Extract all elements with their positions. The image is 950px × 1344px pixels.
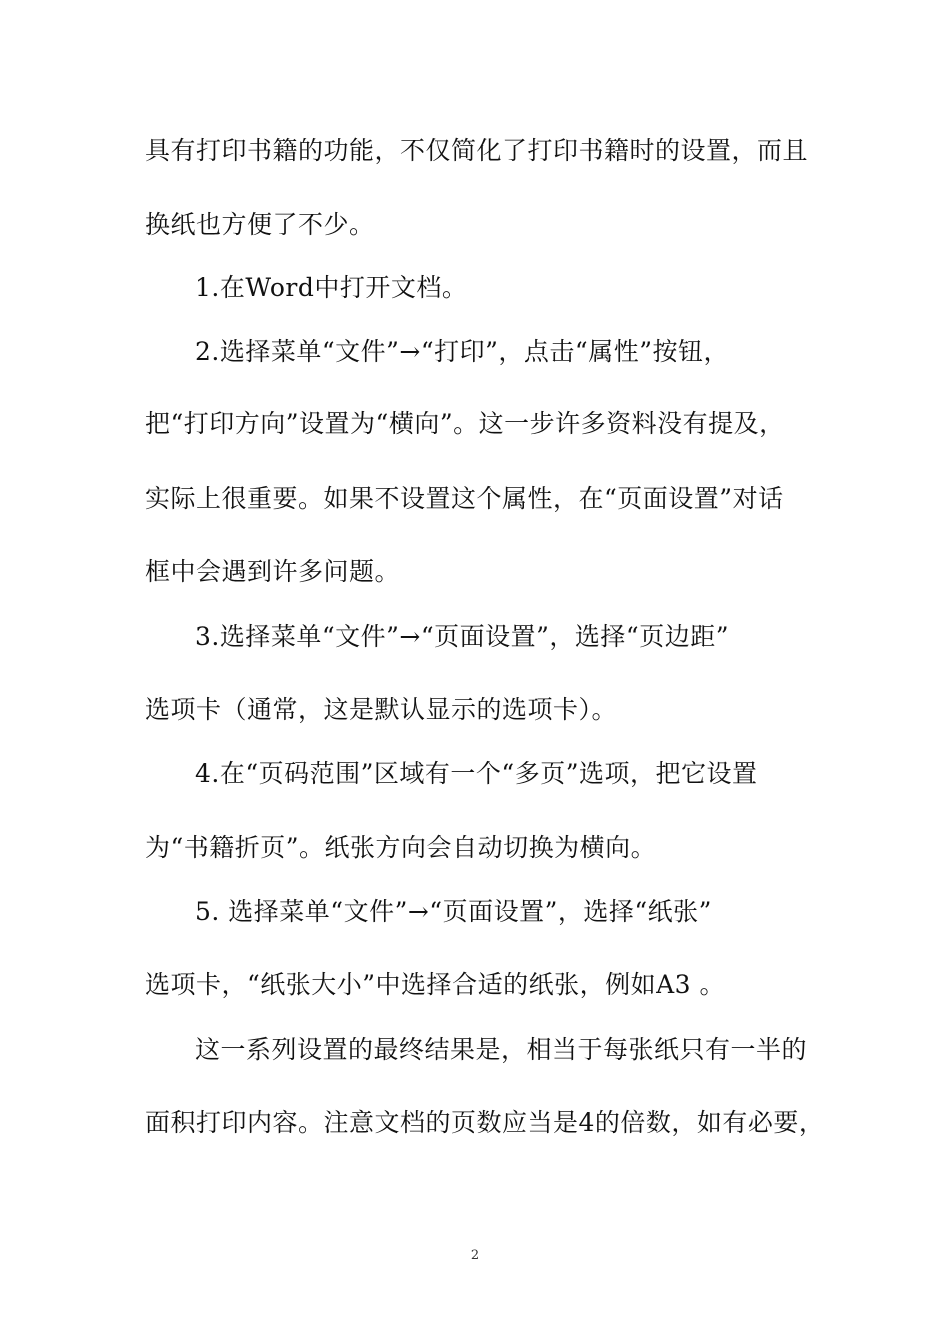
text-line-5: 把“打印方向”设置为“横向”。这一步许多资料没有提及，: [145, 409, 785, 438]
text-line-13: 选项卡，“纸张大小”中选择合适的纸张，例如A3 。: [145, 970, 725, 999]
text-line-14: 这一系列设置的最终结果是，相当于每张纸只有一半的: [195, 1035, 808, 1064]
text-line-1: 具有打印书籍的功能，不仅简化了打印书籍时的设置，而且: [145, 136, 809, 165]
text-line-4: 2.选择菜单“文件”→“打印”，点击“属性”按钮，: [195, 337, 729, 366]
text-line-8: 3.选择菜单“文件”→“页面设置”，选择“页边距”: [195, 622, 729, 651]
text-line-6: 实际上很重要。如果不设置这个属性，在“页面设置”对话: [145, 484, 784, 513]
text-line-10: 4.在“页码范围”区域有一个“多页”选项，把它设置: [195, 759, 758, 788]
text-line-2: 换纸也方便了不少。: [145, 210, 375, 239]
text-line-9: 选项卡（通常，这是默认显示的选项卡）。: [145, 695, 618, 724]
text-line-7: 框中会遇到许多问题。: [145, 557, 401, 586]
text-line-15: 面积打印内容。注意文档的页数应当是4的倍数，如有必要，: [145, 1108, 825, 1137]
text-line-12: 5. 选择菜单“文件”→“页面设置”，选择“纸张”: [195, 897, 712, 926]
text-line-11: 为“书籍折页”。纸张方向会自动切换为横向。: [145, 833, 657, 862]
text-line-3: 1.在Word中打开文档。: [195, 273, 468, 302]
page-number: 2: [470, 1248, 480, 1263]
